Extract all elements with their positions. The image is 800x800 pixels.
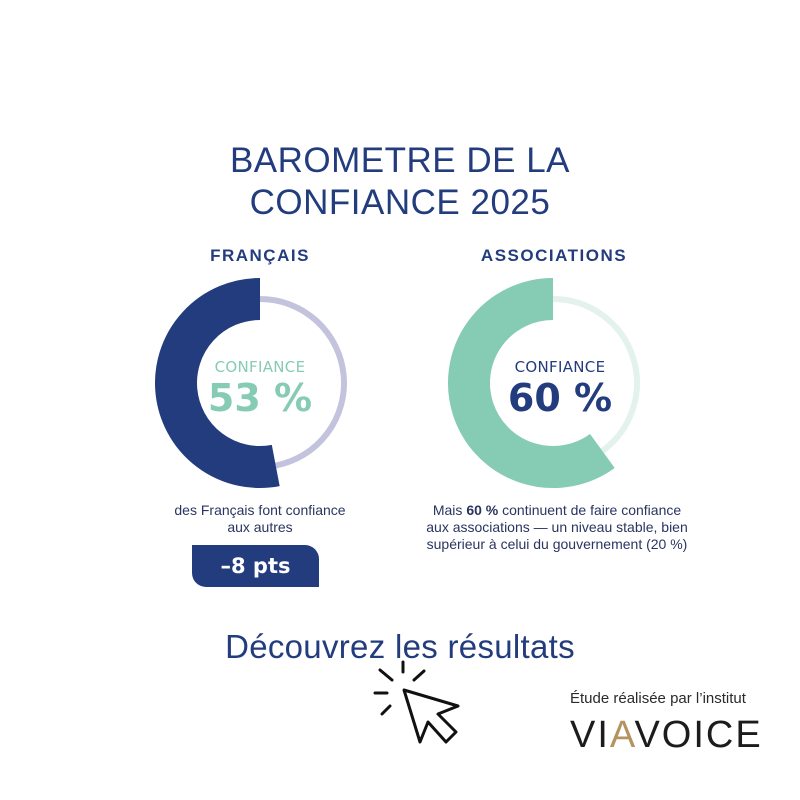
logo-part-1: VI — [570, 714, 610, 756]
associations-caption-line-3: supérieur à celui du gouvernement (20 %) — [426, 536, 688, 552]
change-badge: –8 pts — [192, 545, 319, 587]
francais-center-label: CONFIANCE — [214, 358, 306, 376]
associations-center — [460, 358, 660, 420]
logo-part-2: VOICE — [634, 714, 763, 756]
francais-chart-title: FRANÇAIS — [210, 246, 310, 265]
viavoice-logo — [570, 714, 763, 757]
logo-accent: A — [609, 714, 635, 756]
francais-caption — [140, 502, 380, 536]
francais-caption-line-1: des Français font confiance — [174, 502, 346, 518]
associations-center-value: 60 % — [507, 376, 613, 420]
associations-caption-line-1 — [392, 502, 722, 519]
credit-text: Étude réalisée par l’institut — [570, 690, 746, 707]
francais-center — [160, 358, 360, 420]
associations-caption — [392, 502, 722, 553]
caption-pre: Mais — [432, 502, 467, 518]
francais-center-value: 53 % — [207, 376, 313, 420]
title-line-2: CONFIANCE 2025 — [249, 183, 551, 222]
associations-chart-title: ASSOCIATIONS — [480, 246, 628, 265]
caption-post: continuent de faire confiance — [498, 502, 682, 518]
francais-caption-line-2: aux autres — [227, 519, 293, 535]
associations-center-label: CONFIANCE — [514, 358, 606, 376]
title-line-1: BAROMETRE DE LA — [229, 141, 571, 180]
caption-bold: 60 % — [466, 502, 499, 518]
associations-caption-line-2: aux associations — un niveau stable, bien — [426, 519, 688, 535]
discover-results-link[interactable]: Découvrez les résultats — [225, 628, 575, 665]
click-cursor-icon — [372, 660, 472, 750]
